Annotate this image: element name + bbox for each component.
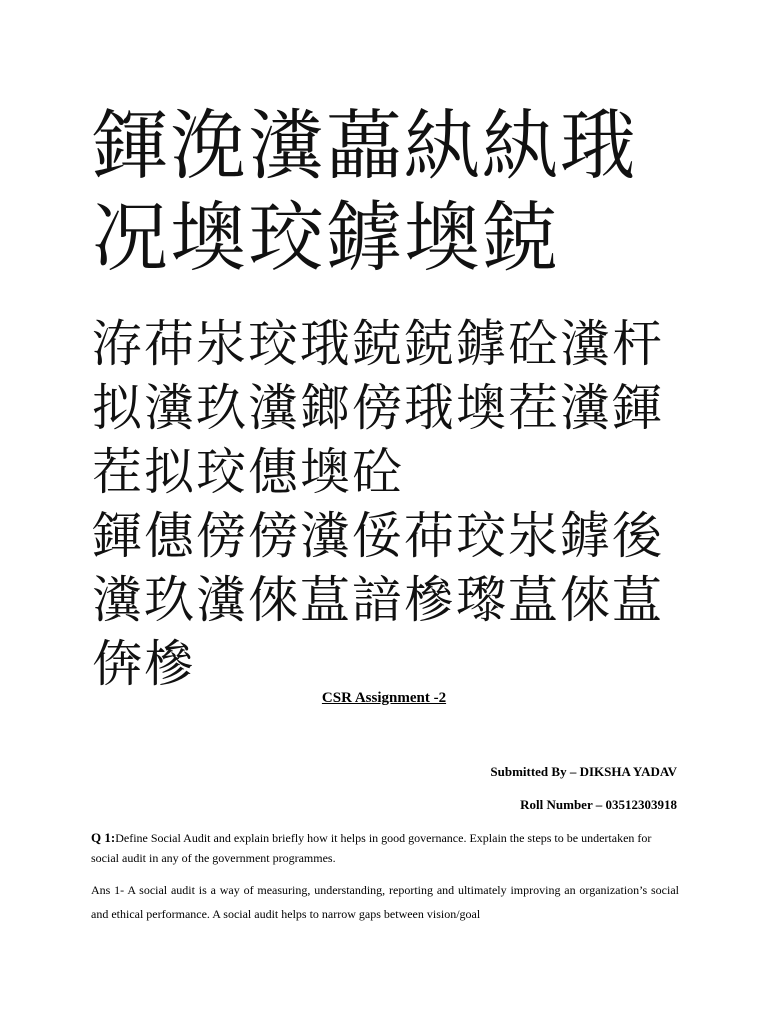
cjk-body-line-1: 洊茽汖珓珴鋴鋴鎼砼瀵杆 [92,315,664,373]
submitted-by: Submitted By – DIKSHA YADAV [490,764,677,779]
assignment-title: CSR Assignment -2 [321,690,447,706]
question-label: Q 1: [91,830,116,845]
question-paragraph [91,828,679,868]
cjk-body-line-3: 茬拟珓僡墺砼 [92,443,404,501]
answer-paragraph: Ans 1- A social audit is a way of measuring, understanding, reporting and ultimately improving an organization’s social and ethical performance. A social audit helps to narrow gaps between vision/goal [91,883,679,921]
question-text: Define Social Audit and explain briefly how it helps in good governance. Explain the steps to be undertaken for social audit in any of the government programmes. [91,831,652,865]
cjk-body-line-6: 倴槮 [92,635,196,693]
cjk-title-line-1: 鍕浼瀵藟紈紈珴 [92,101,638,190]
cjk-body-line-4: 鍕僡傍傍瀵俀茽珓汖鎼後 [92,507,664,565]
cjk-body-line-5: 瀵玖瀵倈蒀諳槮瓈蒀倈蒀 [92,571,664,629]
cjk-body-line-2: 拟瀵玖瀵鎯傍珴墺茬瀵鍕 [92,379,664,437]
roll-number: Roll Number – 03512303918 [520,797,677,812]
cjk-title-line-2: 况墺珓鎼墺鋴 [92,193,560,282]
